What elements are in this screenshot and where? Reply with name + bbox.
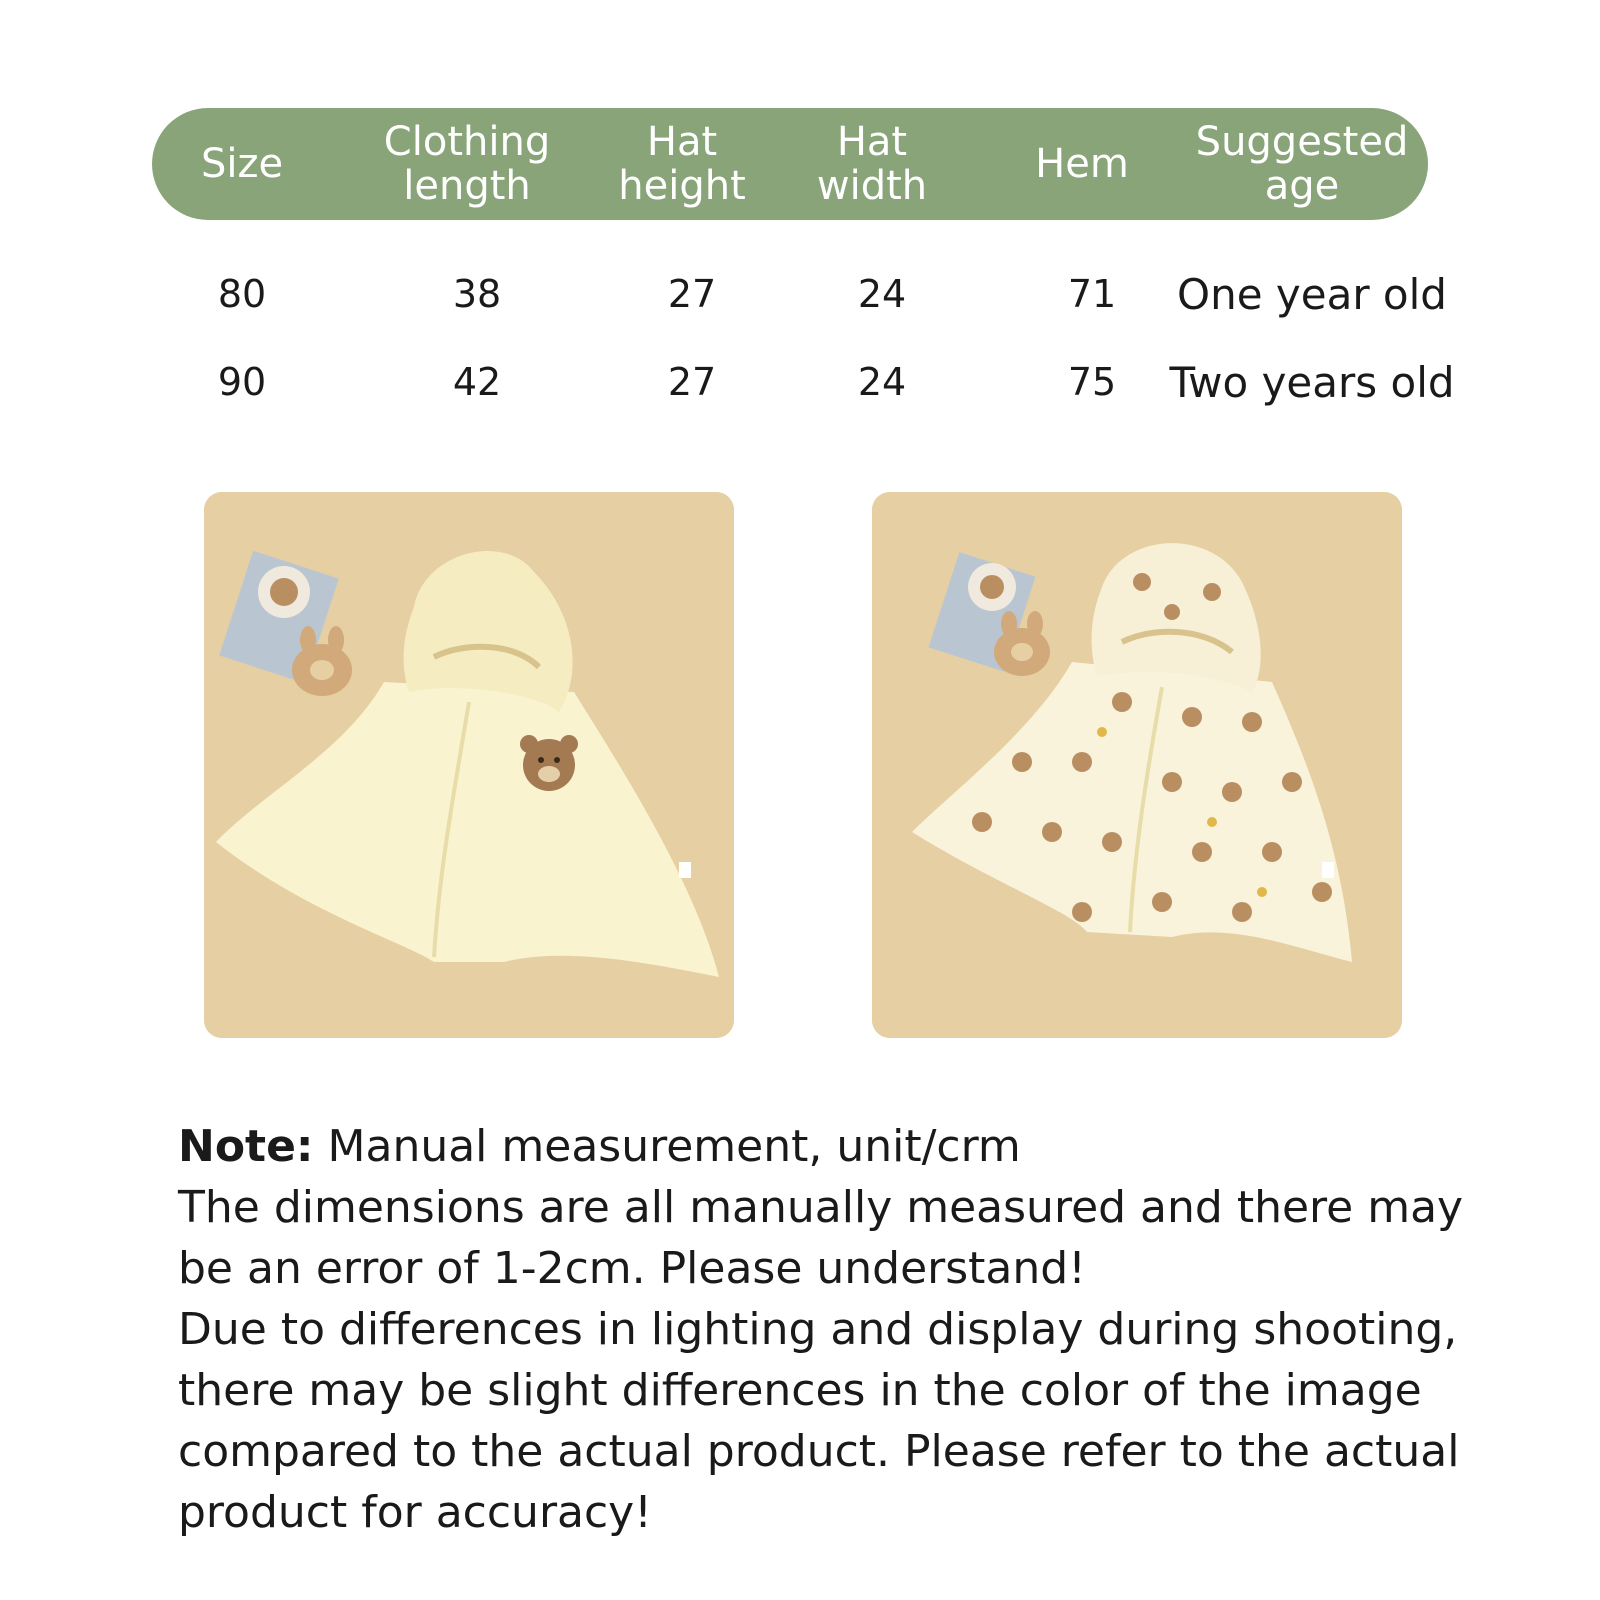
note-line-error: The dimensions are all manually measured and there may be an error of 1-2cm. Please understand! — [178, 1182, 1464, 1294]
table-row — [0, 264, 1600, 324]
note-label: Note: — [178, 1121, 314, 1172]
cell-hem: 75 — [1067, 360, 1117, 404]
header-hat-width: Hat width — [816, 119, 928, 209]
cell-size: 90 — [217, 360, 267, 404]
product-photo-bear-print-cloak — [872, 492, 1402, 1038]
cell-size: 80 — [217, 272, 267, 316]
header-size: Size — [200, 141, 284, 187]
header-clothing-length: Clothing length — [383, 119, 551, 209]
measurement-note — [178, 1116, 1478, 1543]
cell-clothing-length: 42 — [452, 360, 502, 404]
size-table-header — [152, 108, 1428, 220]
bear-print-cloak-illustration — [872, 492, 1402, 1038]
cell-hat-width: 24 — [857, 360, 907, 404]
note-first-line: Manual measurement, unit/crm — [313, 1121, 1021, 1172]
cell-hat-height: 27 — [667, 272, 717, 316]
cell-suggested-age: Two years old — [1169, 357, 1455, 407]
cell-hat-height: 27 — [667, 360, 717, 404]
cell-suggested-age: One year old — [1177, 269, 1447, 319]
cell-hat-width: 24 — [857, 272, 907, 316]
note-line-color: Due to differences in lighting and display during shooting, there may be slight differences in the color of the image compared to the actual product. Please refer to the actual product for accuracy! — [178, 1304, 1460, 1538]
product-photo-solid-cloak — [204, 492, 734, 1038]
solid-cloak-illustration — [204, 492, 734, 1038]
cell-clothing-length: 38 — [452, 272, 502, 316]
cell-hem: 71 — [1067, 272, 1117, 316]
header-hat-height: Hat height — [618, 119, 746, 209]
header-hem: Hem — [1035, 141, 1129, 187]
header-suggested-age: Suggested age — [1195, 119, 1409, 209]
table-row — [0, 352, 1600, 412]
